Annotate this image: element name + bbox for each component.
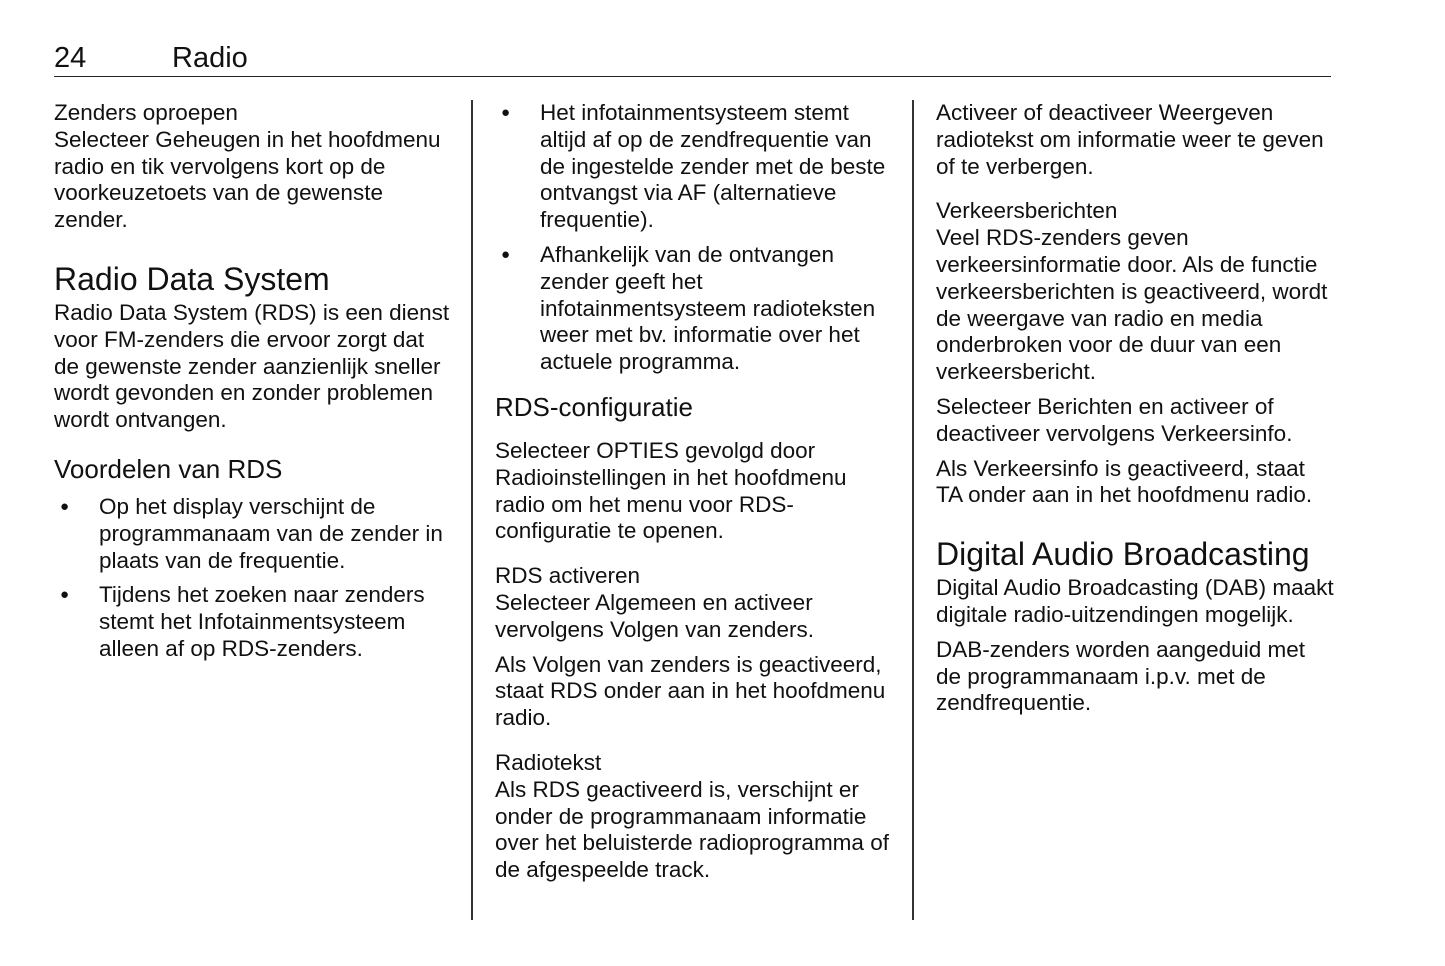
subheading-verkeersberichten: Verkeersberichten xyxy=(936,198,1118,224)
page-number: 24 xyxy=(54,42,87,74)
column-divider-1 xyxy=(471,100,473,920)
column-2 xyxy=(495,100,895,884)
subheading-zenders-oproepen: Zenders oproepen xyxy=(54,100,238,125)
heading-rds-configuratie: RDS-configuratie xyxy=(495,391,693,422)
heading-voordelen-van-rds: Voordelen van RDS xyxy=(54,453,283,484)
bullet-list xyxy=(54,494,454,663)
list-item: ● Tijdens het zoeken naar zenders stemt het Infotainmentsysteem alleen af op RDS-zenders. xyxy=(54,582,454,662)
paragraph: Selecteer Geheugen in het hoofdmenu radio en tik vervolgens kort op de voorkeuzetoets van de gewenste zender. xyxy=(54,126,441,233)
section-title: Radio xyxy=(172,42,248,74)
subheading-radiotekst: Radiotekst xyxy=(495,749,602,775)
column-1 xyxy=(54,100,454,671)
paragraph: Radio Data System (RDS) is een dienst voor FM-zenders die ervoor zorgt dat de gewenste zender aanzienlijk sneller wordt gevonden en zonder problemen wordt ontvangen. xyxy=(54,299,450,433)
list-item: ● Het infotainmentsysteem stemt altijd af op de zendfrequentie van de ingestelde zender met de beste ontvangst via AF (alternatieve frequentie). xyxy=(495,100,895,234)
heading-radio-data-system: Radio Data System xyxy=(54,260,330,297)
subheading-rds-activeren: RDS activeren xyxy=(495,563,641,589)
paragraph: Veel RDS-zenders geven verkeersinformatie door. Als de functie verkeersberichten is geactiveerd, wordt de weergave van radio en media onderbroken voor de duur van een verkeersbericht. xyxy=(936,225,1328,385)
paragraph: Selecteer Algemeen en activeer vervolgens Volgen van zenders. xyxy=(495,589,814,642)
paragraph: Selecteer Berichten en activeer of deactiveer vervolgens Verkeersinfo. xyxy=(936,393,1293,446)
column-divider-2 xyxy=(912,100,914,920)
paragraph: Als RDS geactiveerd is, verschijnt er onder de programmanaam informatie over het beluisterde radioprogramma of de afgespeelde track. xyxy=(495,776,889,883)
paragraph: Activeer of deactiveer Weergeven radiotekst om informatie weer te geven of te verbergen. xyxy=(936,100,1324,179)
bullet-list xyxy=(495,100,895,376)
page-header xyxy=(54,40,1331,77)
heading-digital-audio-broadcasting: Digital Audio Broadcasting xyxy=(936,536,1310,573)
paragraph: Digital Audio Broadcasting (DAB) maakt digitale radio-uitzendingen mogelijk. xyxy=(936,575,1334,627)
list-item: ● Afhankelijk van de ontvangen zender geeft het infotainmentsysteem radioteksten weer met bv. informatie over het actuele programma. xyxy=(495,242,895,376)
paragraph: Als Volgen van zenders is geactiveerd, staat RDS onder aan in het hoofdmenu radio. xyxy=(495,651,886,731)
paragraph: Als Verkeersinfo is geactiveerd, staat TA onder aan in het hoofdmenu radio. xyxy=(936,455,1313,508)
paragraph: Selecteer OPTIES gevolgd door Radioinstellingen in het hoofdmenu radio om het menu voor RDS-configuratie te openen. xyxy=(495,437,847,544)
paragraph: DAB-zenders worden aangeduid met de programmanaam i.p.v. met de zendfrequentie. xyxy=(936,636,1305,716)
list-item: ● Op het display verschijnt de programmanaam van de zender in plaats van de frequentie. xyxy=(54,494,454,574)
column-3 xyxy=(936,100,1336,717)
